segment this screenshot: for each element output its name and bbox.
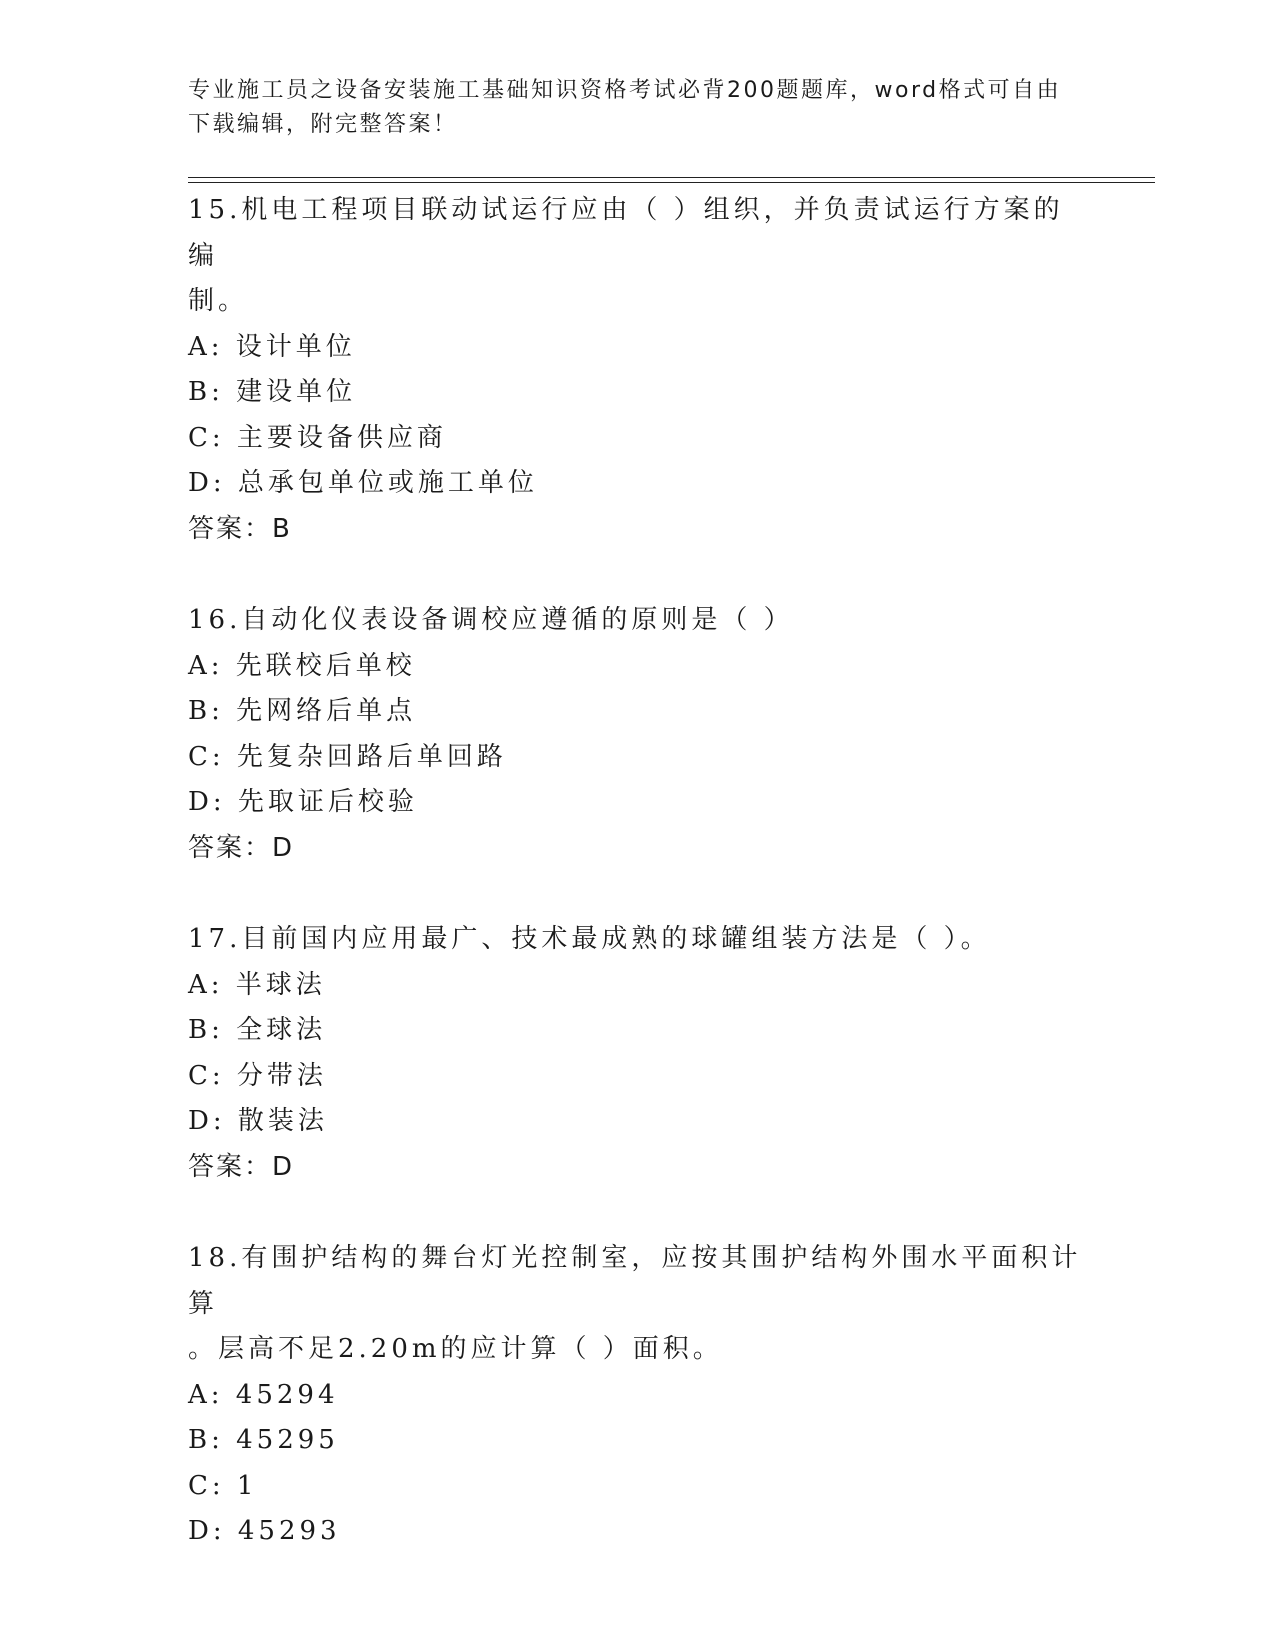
header-divider-top <box>188 177 1155 178</box>
option-d: D: 总承包单位或施工单位 <box>188 468 538 498</box>
option-c: C: 1 <box>188 1470 258 1501</box>
question-17 <box>188 917 1088 1190</box>
option-a: A: 半球法 <box>188 969 326 1000</box>
option-b: B: 先网络后单点 <box>188 696 417 726</box>
option-a: A: 45294 <box>188 1379 339 1410</box>
question-stem-continuation: 制。 <box>188 286 249 316</box>
option-c: C: 先复杂回路后单回路 <box>188 741 507 772</box>
question-list <box>188 188 1088 1555</box>
option-a: A: 先联校后单校 <box>188 650 416 681</box>
question-spacer <box>188 871 1088 917</box>
question-16 <box>188 598 1088 871</box>
question-15 <box>188 188 1088 552</box>
option-a: A: 设计单位 <box>188 331 356 362</box>
question-stem: 15.机电工程项目联动试运行应由（ ）组织，并负责试运行方案的编 <box>188 195 1064 271</box>
option-b: B: 建设单位 <box>188 377 357 407</box>
question-stem: 18.有围护结构的舞台灯光控制室，应按其围护结构外围水平面积计算 <box>188 1243 1082 1319</box>
question-spacer <box>188 1190 1088 1236</box>
option-c: C: 分带法 <box>188 1060 327 1091</box>
question-stem-continuation: 。层高不足2.20m的应计算（ ）面积。 <box>188 1334 723 1364</box>
answer-line: 答案：D <box>188 832 295 863</box>
question-18 <box>188 1236 1088 1555</box>
answer-line: 答案：B <box>188 513 292 544</box>
option-d: D: 45293 <box>188 1516 341 1546</box>
option-b: B: 45295 <box>188 1425 339 1455</box>
option-d: D: 先取证后校验 <box>188 787 418 817</box>
option-d: D: 散装法 <box>188 1106 328 1136</box>
header-divider-bottom <box>188 182 1155 183</box>
question-spacer <box>188 552 1088 598</box>
question-stem: 17.目前国内应用最广、技术最成熟的球罐组装方法是（ ）。 <box>188 924 991 954</box>
question-stem: 16.自动化仪表设备调校应遵循的原则是（ ） <box>188 605 794 635</box>
option-b: B: 全球法 <box>188 1015 327 1045</box>
option-c: C: 主要设备供应商 <box>188 422 447 453</box>
answer-line: 答案：D <box>188 1151 295 1182</box>
document-header: 专业施工员之设备安装施工基础知识资格考试必背200题题库，word格式可自由下载编辑，附完整答案！ <box>188 78 1062 137</box>
